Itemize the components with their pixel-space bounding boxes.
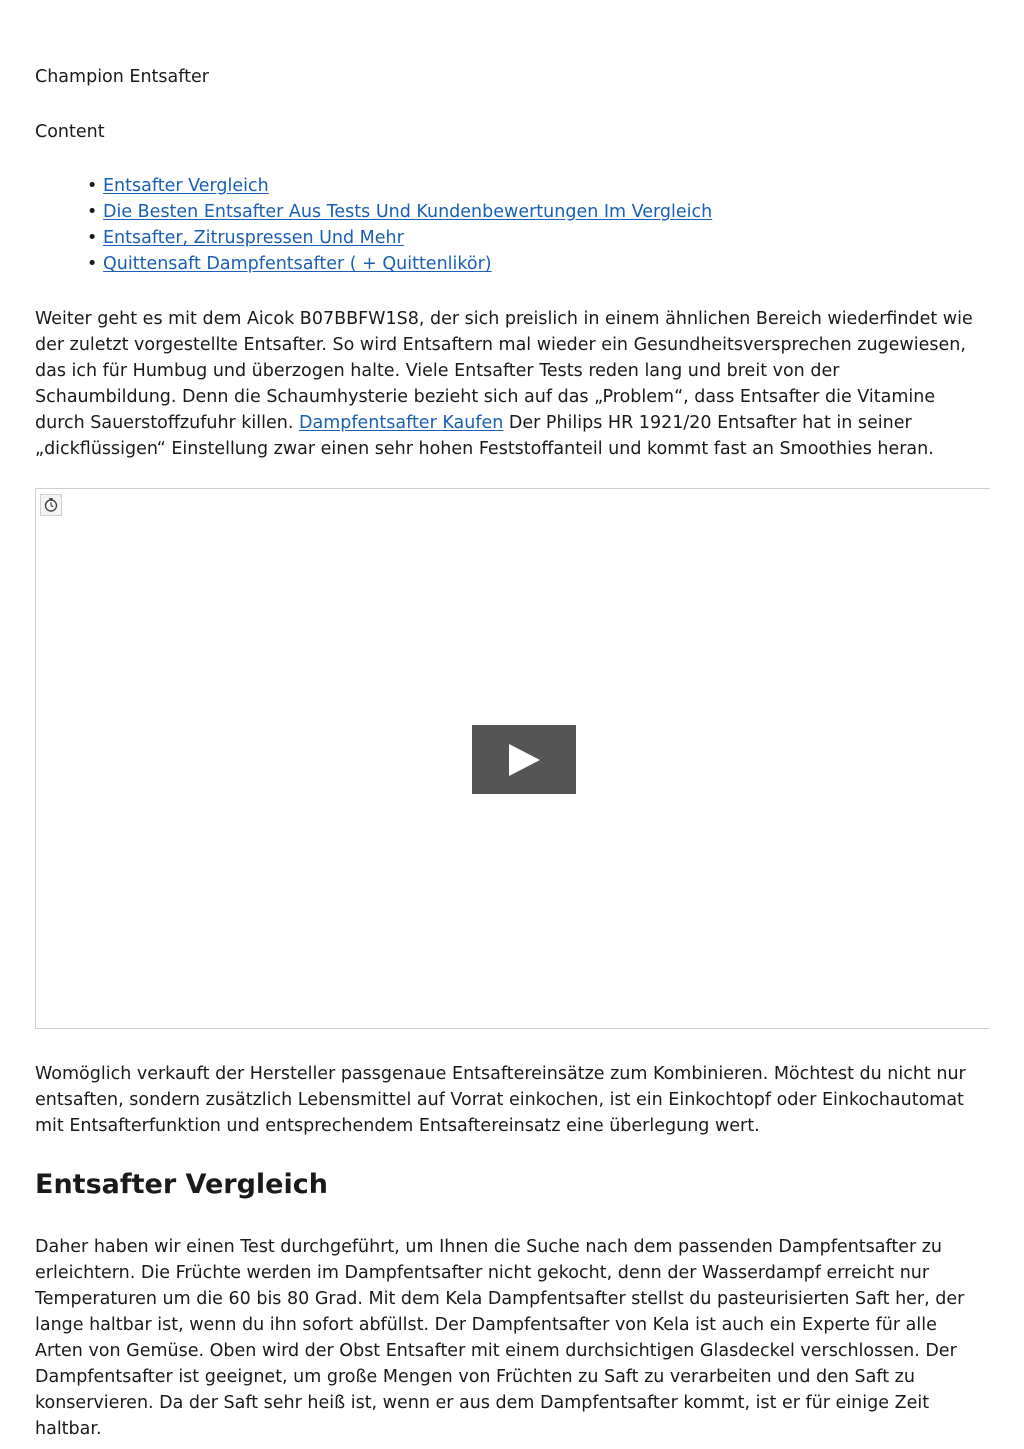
toc-link-entsafter-vergleich[interactable]: Entsafter Vergleich [103, 176, 269, 196]
dampfentsafter-kaufen-link[interactable]: Dampfentsafter Kaufen [299, 413, 504, 433]
paragraph-einsaetze: Womöglich verkauft der Hersteller passgenaue Entsaftereinsätze zum Kombinieren. Möchtest du nicht nur entsaften, sondern zusätzlich Lebensmittel auf Vorrat einkochen, ist ein Einkochtopf oder Einkochautomat mit Entsafterfunktion und entsprechendem Entsaftereinsatz eine überlegung wert. [35, 1064, 966, 1136]
toc-item [87, 199, 712, 225]
play-icon [506, 742, 542, 778]
section-heading: Entsafter Vergleich [35, 1169, 328, 1200]
paragraph-test: Daher haben wir einen Test durchgeführt, um Ihnen die Suche nach dem passenden Dampfentsafter zu erleichtern. Die Früchte werden im Dampfentsafter nicht gekocht, denn der Wasserdampf erreicht nur Temperaturen um die 60 bis 80 Grad. Mit dem Kela Dampfentsafter stellst du pasteurisierten Saft her, der lange haltbar ist, wenn du ihn sofort abfüllst. Der Dampfentsafter von Kela ist auch ein Experte für alle Arten von Gemüse. Oben wird der Obst Entsafter mit einem durchsichtigen Glasdeckel verschlossen. Der Dampfentsafter ist geeignet, um große Mengen von Früchten zu Saft zu verarbeiten und den Saft zu konservieren. Da der Saft sehr heiß ist, wenn er aus dem Dampfentsafter kommt, ist er für einige Zeit haltbar. [35, 1237, 965, 1439]
toc-link-die-besten-entsafter[interactable]: Die Besten Entsafter Aus Tests Und Kundenbewertungen Im Vergleich [103, 202, 713, 222]
paragraph-text: Der Philips HR 1921/20 Entsafter hat in seiner „dickflüssigen“ Einstellung zwar einen sehr hohen Feststoffanteil und kommt fast an Smoothies heran. [35, 413, 934, 459]
paragraph-aicok [35, 306, 985, 462]
toc-item [87, 251, 712, 277]
bullet: • [87, 176, 98, 196]
bullet: • [87, 254, 98, 274]
paragraph-text: Weiter geht es mit dem Aicok B07BBFW1S8, der sich preislich in einem ähnlichen Bereich wiederfindet wie der zuletzt vorgestellte Entsafter. So wird Entsaftern mal wieder ein Gesundheitsversprechen zugewiesen, das ich für Humbug und überzogen halte. Viele Entsafter Tests reden lang und breit von der Schaumbildung. Denn die Schaumhysterie bezieht sich auf das „Problem“, dass Entsafter die Vitamine durch Sauerstoffzufuhr killen. [35, 309, 973, 433]
play-button[interactable] [472, 725, 576, 794]
table-of-contents [87, 173, 712, 277]
toc-item [87, 225, 712, 251]
content-label: Content [35, 122, 105, 142]
toc-item [87, 173, 712, 199]
toc-link-zitruspressen[interactable]: Entsafter, Zitruspressen Und Mehr [103, 228, 404, 248]
video-player[interactable] [35, 488, 990, 1029]
bullet: • [87, 228, 98, 248]
bullet: • [87, 202, 98, 222]
toc-link-quittensaft[interactable]: Quittensaft Dampfentsafter ( + Quittenlikör) [103, 254, 492, 274]
document-title: Champion Entsafter [35, 67, 209, 87]
clock-icon[interactable] [40, 494, 62, 516]
